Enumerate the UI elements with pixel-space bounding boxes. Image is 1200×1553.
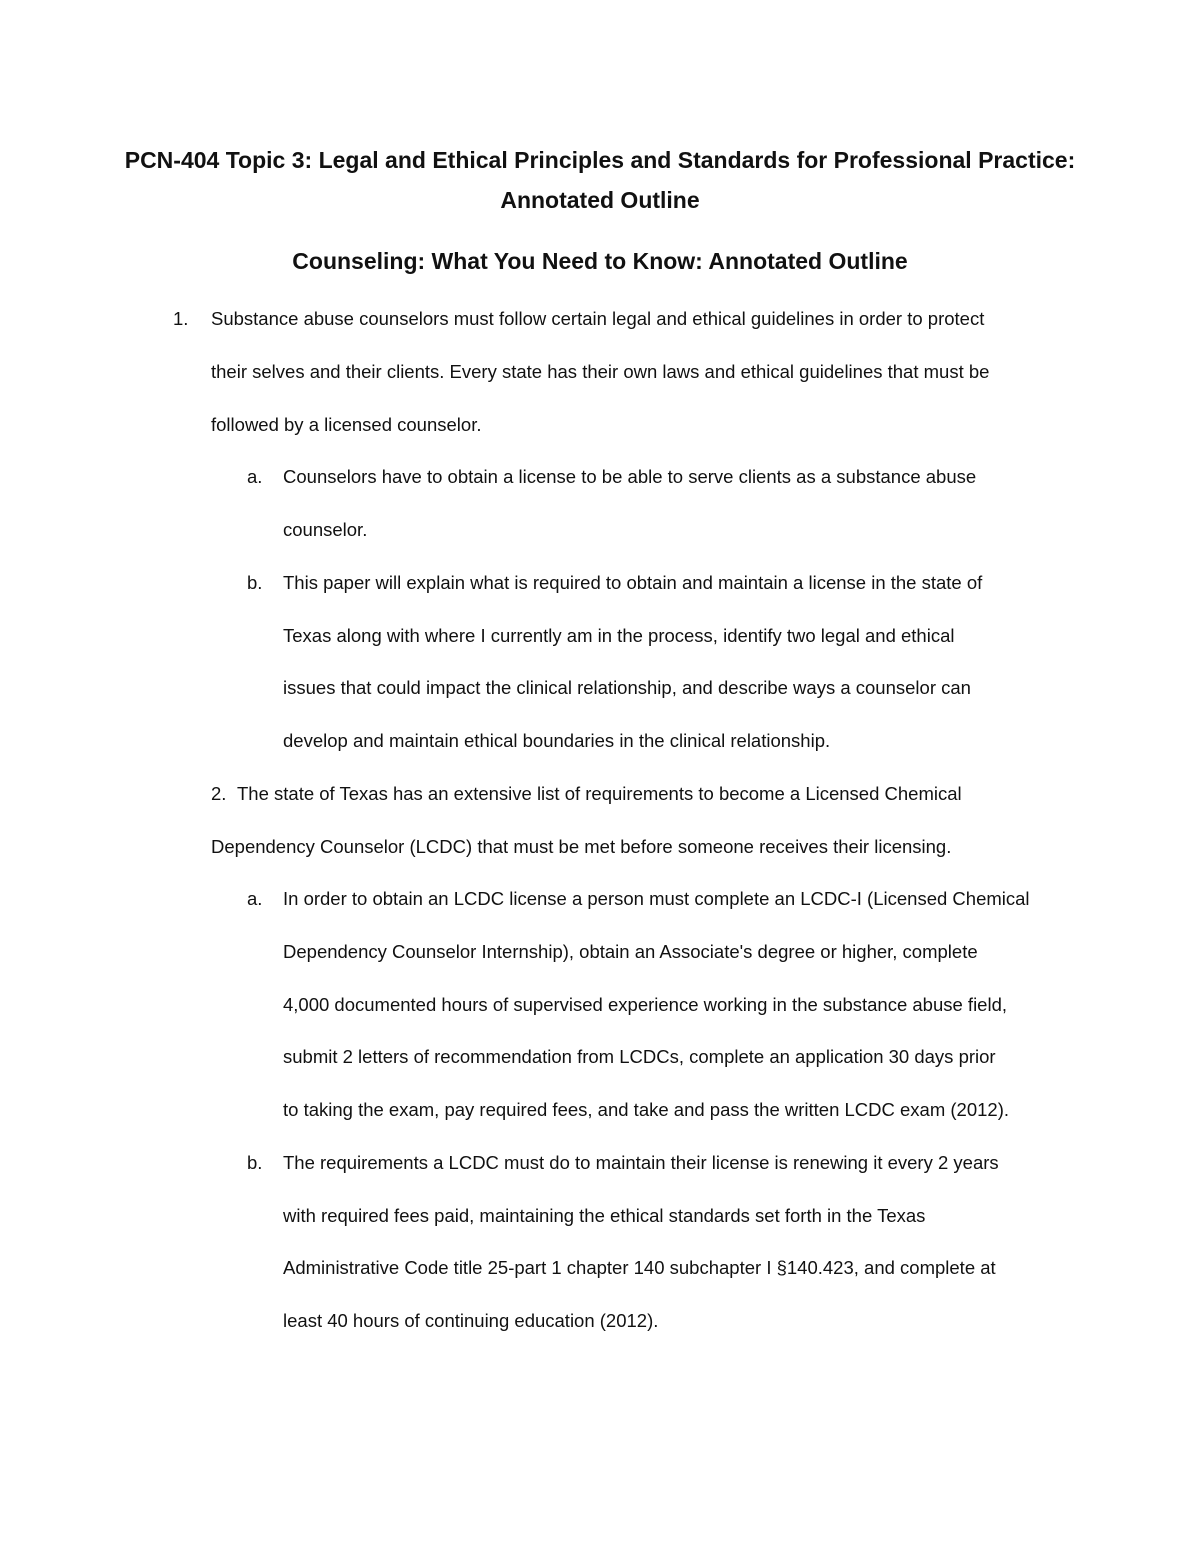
document-title: PCN-404 Topic 3: Legal and Ethical Principles and Standards for Professional Practice: Annotated Outline [124,147,1076,213]
outline-line: to taking the exam, pay required fees, and take and pass the written LCDC exam (2012). [283,1099,1010,1120]
outline-marker: b. [247,572,263,593]
outline-line: submit 2 letters of recommendation from LCDCs, complete an application 30 days prior [283,1046,996,1067]
outline-line: 4,000 documented hours of supervised experience working in the substance abuse field, [283,994,1008,1015]
outline-line: In order to obtain an LCDC license a person must complete an LCDC-I (Licensed Chemical [283,888,1030,909]
outline-line: counselor. [283,519,368,540]
outline-line: Dependency Counselor (LCDC) that must be met before someone receives their licensing. [211,836,952,857]
outline-line: The requirements a LCDC must do to maintain their license is renewing it every 2 years [283,1152,999,1173]
outline-line: Substance abuse counselors must follow certain legal and ethical guidelines in order to protect [211,308,985,329]
outline-line: least 40 hours of continuing education (2012). [283,1310,659,1331]
outline-line: issues that could impact the clinical relationship, and describe ways a counselor can [283,677,971,698]
outline-line: Dependency Counselor Internship), obtain an Associate's degree or higher, complete [283,941,978,962]
outline-line: develop and maintain ethical boundaries in the clinical relationship. [283,730,831,751]
outline-line: Texas along with where I currently am in the process, identify two legal and ethical [283,625,955,646]
outline-line: Counselors have to obtain a license to be able to serve clients as a substance abuse [283,466,977,487]
outline-marker: a. [247,466,263,487]
outline-line: with required fees paid, maintaining the ethical standards set forth in the Texas [283,1205,926,1226]
outline-line: This paper will explain what is required to obtain and maintain a license in the state of [283,572,983,593]
outline-marker: 1. [173,308,189,329]
outline-marker: b. [247,1152,263,1173]
outline-line: followed by a licensed counselor. [211,414,482,435]
outline-marker: 2. [211,783,227,804]
document-subtitle: Counseling: What You Need to Know: Annotated Outline [292,248,908,274]
outline-line: Administrative Code title 25-part 1 chapter 140 subchapter I §140.423, and complete at [283,1257,996,1278]
outline-marker: a. [247,888,263,909]
outline-line: their selves and their clients. Every state has their own laws and ethical guidelines that must be [211,361,990,382]
outline-line: The state of Texas has an extensive list of requirements to become a Licensed Chemical [237,783,962,804]
